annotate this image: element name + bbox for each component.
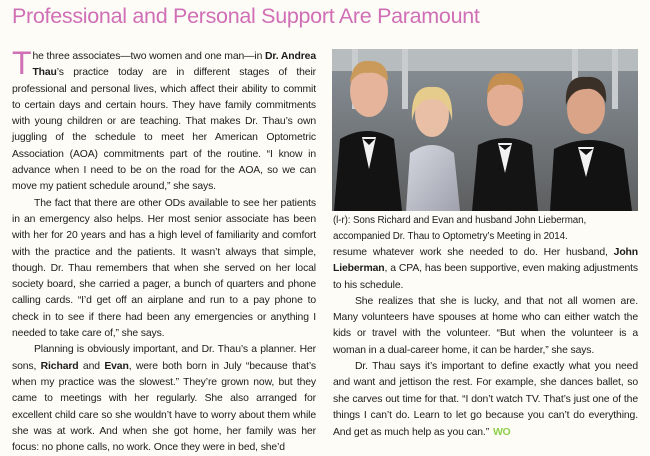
- photo-caption: (l-r): Sons Richard and Evan and husband John Lieberman, accompanied Dr. Thau to Optometry’s Meeting in 2014.: [333, 215, 587, 242]
- family-photo-image: [332, 49, 638, 211]
- paragraph-6-text: Dr. Thau says it’s important to define exactly what you need and want and jettison the rest. For example, she dances ballet, so she carves out time for that. “I don’t watch TV. That’s just one of the things I can’t do. Learn to let go because you can’t do everything. And get as much help as you can.”: [333, 361, 638, 439]
- paragraph-4-b: , a CPA, has been supportive, even making adjustments to his schedule.: [333, 263, 638, 291]
- paragraph-5: She realizes that she is lucky, and that not all women are. Many volunteers have spouses at home who can either watch the kids or travel with the volunteer. “But when the volunteer is a woman in a dual-career home, it can be harder,” she says.: [333, 295, 638, 356]
- paragraph-4-a: resume whatever work she needed to do. Her husband,: [333, 247, 614, 258]
- end-mark: WO: [493, 426, 511, 439]
- paragraph-3-a: Planning is obviously important, and Dr. Thau’s a planner. Her sons,: [12, 344, 316, 372]
- paragraph-2: The fact that there are other ODs available to see her patients in an emergency also helps. Her most senior associate has been with her for 20 years and has a high level of familiarity and comfort with the practice and the patients. It wasn’t always that simple, though. Dr. Thau remembers that when she served on her local society board, she carried a pager, a bunch of quarters and phone calling cards. “I’d get off an airplane and run to a pay phone to check in to see if there had been any emergencies or anything I needed to take care of,” she says.: [12, 197, 316, 340]
- paragraph-6: [333, 359, 638, 441]
- paragraph-3-b: and: [78, 360, 105, 372]
- paragraph-3: [12, 342, 316, 456]
- name-richard: Richard: [40, 360, 79, 372]
- paragraph-4: [333, 245, 638, 294]
- name-evan: Evan: [104, 360, 129, 372]
- article-title: Professional and Personal Support Are Paramount: [12, 4, 480, 28]
- drop-cap: T: [12, 45, 32, 81]
- right-column: [333, 245, 638, 442]
- paragraph-1: [12, 45, 316, 196]
- family-photo: [332, 49, 638, 231]
- name-john-lieberman: John Lieberman: [333, 247, 638, 275]
- name-andrea-thau: Dr. Andrea Thau: [32, 51, 316, 79]
- paragraph-3-c: , were both born in July “because that’s when my practice was the slowest.” They’re grown now, but they came to meetings with her regularly. She also arranged for excellent child care so she wouldn’t have to worry about them while she was at work. And when she got home, her family was her focus: no phone calls, no work. Once they were in bed, she’d: [12, 360, 316, 454]
- paragraph-1-intro: he three associates—two women and one man—in: [32, 51, 266, 62]
- left-column: [12, 45, 316, 456]
- paragraph-1-rest: ’s practice today are in different stages of their professional and personal lives, which affect their ability to commit to certain days and certain hours. They have family commitments with young children or are teaching. That makes Dr. Thau’s own juggling of the schedule to meet her American Optometric Association (AOA) commitments part of the routine. “I know in advance when I need to be on the road for the AOA, so we can move my patient schedule around,” she says.: [12, 67, 316, 193]
